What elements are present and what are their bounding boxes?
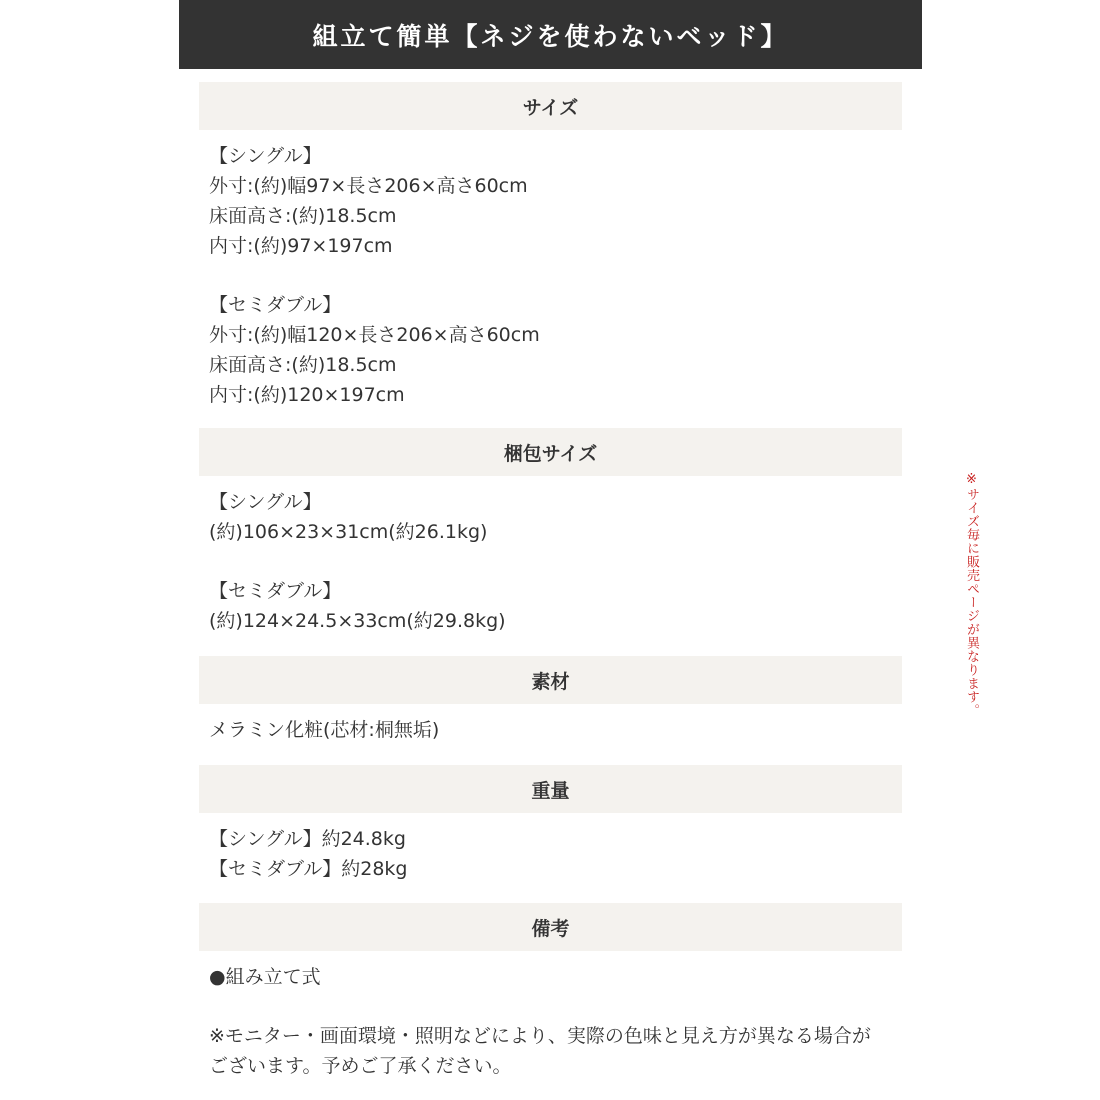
package-semidouble-label: 【セミダブル】 [209,580,342,602]
notes-section-body [209,962,909,1081]
size-semidouble-outer: 外寸:(約)幅120×長さ206×高さ60cm [209,324,540,346]
package-single-label: 【シングル】 [209,491,322,513]
size-section-header: サイズ [199,82,902,130]
weight-section-header: 重量 [199,765,902,813]
weight-semidouble: 【セミダブル】約28kg [209,858,408,880]
notes-section-header: 備考 [199,903,902,951]
size-single-floor: 床面高さ:(約)18.5cm [209,205,397,227]
weight-section-body [209,824,909,884]
notes-disclaimer-line1: ※モニター・画面環境・照明などにより、実際の色味と見え方が異なる場合が [209,1025,871,1047]
size-section-body [209,141,909,410]
package-section-header: 梱包サイズ [199,428,902,476]
size-single-outer: 外寸:(約)幅97×長さ206×高さ60cm [209,175,528,197]
material-section-body [209,715,909,745]
size-semidouble-inner: 内寸:(約)120×197cm [209,384,405,406]
size-single-inner: 内寸:(約)97×197cm [209,235,393,257]
package-single-value: (約)106×23×31cm(約26.1kg) [209,521,488,543]
page-title: 組立て簡単【ネジを使わないベッド】 [179,0,922,69]
notes-assembly: ●組み立て式 [209,966,321,988]
size-single-label: 【シングル】 [209,145,322,167]
size-semidouble-floor: 床面高さ:(約)18.5cm [209,354,397,376]
package-section-body [209,487,909,636]
material-value: メラミン化粧(芯材:桐無垢) [209,719,440,741]
package-semidouble-value: (約)124×24.5×33cm(約29.8kg) [209,610,506,632]
size-semidouble-label: 【セミダブル】 [209,294,342,316]
weight-single: 【シングル】約24.8kg [209,828,406,850]
side-note: ※サイズ毎に販売ページが異なります。 [964,472,979,717]
notes-disclaimer-line2: ございます。予めご了承ください。 [209,1055,512,1077]
material-section-header: 素材 [199,656,902,704]
